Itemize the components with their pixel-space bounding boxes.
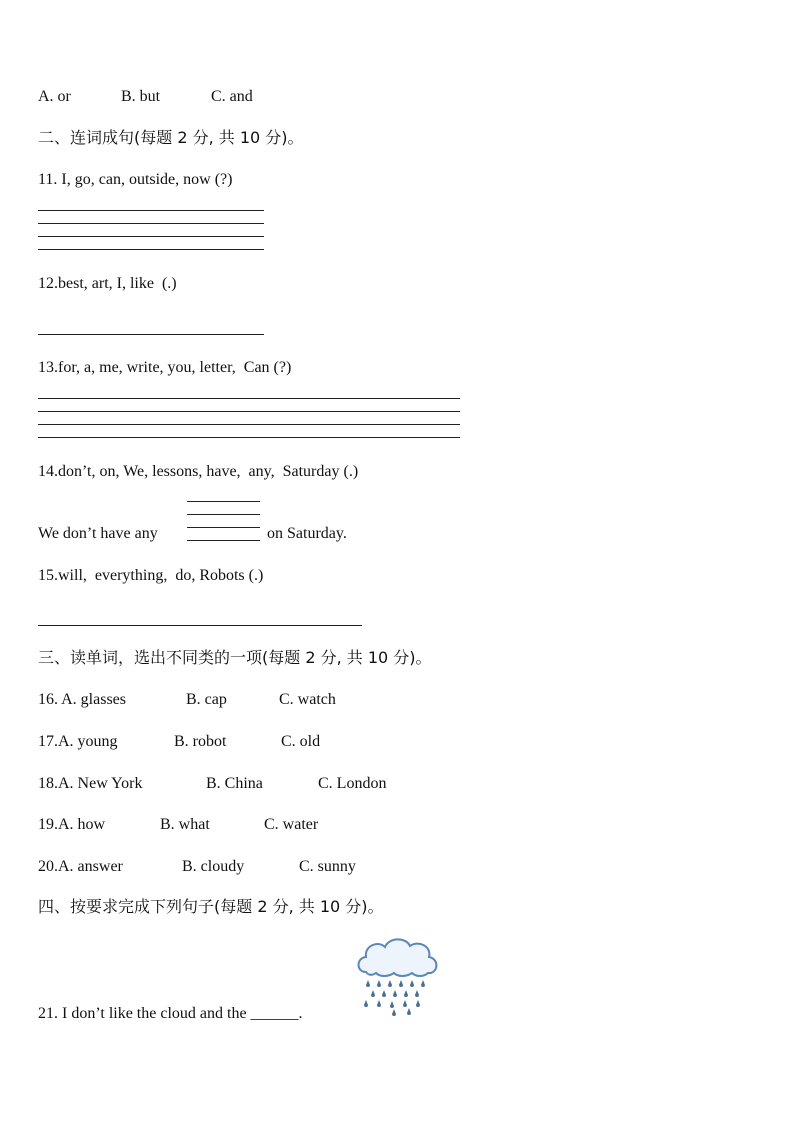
q19-option-a: 19.A. how [38, 816, 106, 833]
q20-option-a: 20.A. answer [38, 858, 123, 875]
q15-answer-line [38, 625, 362, 626]
q17-option-c: C. old [281, 733, 321, 750]
section4-title: 四、按要求完成下列句子(每题 2 分, 共 10 分)。 [38, 897, 384, 916]
q18-option-a: 18.A. New York [38, 775, 143, 792]
q16-option-a: 16. A. glasses [38, 691, 126, 708]
q11-answer-line-4 [38, 249, 264, 250]
section3-title: 三、读单词，选出不同类的一项(每题 2 分, 共 10 分)。 [38, 648, 432, 667]
q20-option-b: B. cloudy [182, 858, 245, 875]
q13-answer-line-4 [38, 437, 460, 438]
section2-title: 二、连词成句(每题 2 分, 共 10 分)。 [38, 128, 304, 147]
q14-blank-line-4 [187, 540, 260, 541]
q14-blank-line-2 [187, 514, 260, 515]
q13-answer-line-2 [38, 411, 460, 412]
q10-option-c: C. and [211, 88, 253, 105]
q11-answer-line-3 [38, 236, 264, 237]
q14-sentence-start: We don’t have any [38, 525, 158, 542]
q14-blank-line-1 [187, 501, 260, 502]
q18-option-c: C. London [318, 775, 387, 792]
q18-option-b: B. China [206, 775, 263, 792]
q11-answer-line-2 [38, 223, 264, 224]
q10-option-b: B. but [121, 88, 161, 105]
q14-blank-line-3 [187, 527, 260, 528]
q17-option-b: B. robot [174, 733, 227, 750]
q14-sentence-end: on Saturday. [267, 525, 347, 542]
q19-option-b: B. what [160, 816, 210, 833]
q21-prompt: 21. I don’t like the cloud and the ______. [38, 1005, 303, 1022]
q13-answer-line-1 [38, 398, 460, 399]
q17-option-a: 17.A. young [38, 733, 118, 750]
q11-prompt: 11. I, go, can, outside, now (?) [38, 171, 233, 188]
q15-prompt: 15.will, everything, do, Robots (.) [38, 567, 264, 584]
q10-option-a: A. or [38, 88, 71, 105]
q14-prompt: 14.don’t, on, We, lessons, have, any, Saturday (.) [38, 463, 359, 480]
q13-prompt: 13.for, a, me, write, you, letter, Can (?) [38, 359, 292, 376]
q20-option-c: C. sunny [299, 858, 356, 875]
q16-option-c: C. watch [279, 691, 336, 708]
q12-answer-line [38, 334, 264, 335]
q13-answer-line-3 [38, 424, 460, 425]
q19-option-c: C. water [264, 816, 319, 833]
q16-option-b: B. cap [186, 691, 227, 708]
rain-cloud-icon [354, 934, 440, 1016]
q11-answer-line-1 [38, 210, 264, 211]
q12-prompt: 12.best, art, I, like (.) [38, 275, 177, 292]
